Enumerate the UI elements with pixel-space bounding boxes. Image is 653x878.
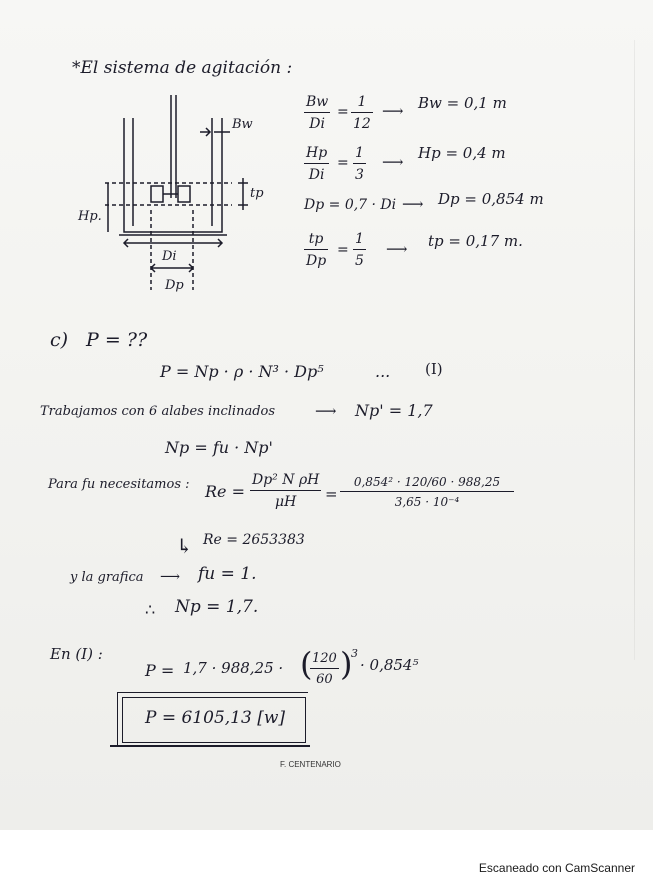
re-result: Re = 2653383 [203,532,305,548]
hp-label: Hp. [78,209,102,224]
part-c-label: c) [50,329,69,351]
equation-ref: (I) [425,360,443,378]
bw-ratio-value: 1 12 [353,94,371,132]
tp-ratio: tp Dp [306,231,327,269]
dp-result: Dp = 0,854 m [438,190,544,208]
hp-ratio-value: 1 3 [355,145,364,183]
paren-close: ) [340,645,353,683]
sub-fraction: 120 60 [312,651,337,687]
tp-label: tp [250,186,264,201]
paren-open: ( [300,645,313,683]
sub-expr-b: · 0,854⁵ [360,656,419,674]
tp-result: tp = 0,17 m. [428,232,523,250]
bw-ratio: Bw Di [306,94,329,132]
impeller-blade-left [151,186,163,202]
result-underline [110,745,310,747]
fu-result: fu = 1. [198,564,257,584]
equals: = [337,155,349,171]
cube-exponent: 3 [351,647,358,660]
sub-expr-a: 1,7 · 988,25 · [183,659,284,677]
power-equation: P = Np · ρ · N³ · Dp⁵ [160,362,324,381]
tp-ratio-value: 1 5 [355,231,364,269]
re-formula: Dp² N ρH μH [252,472,320,510]
final-result: P = 6105,13 [w] [145,708,286,728]
impeller-blade-right [178,186,190,202]
di-dimension [124,239,222,247]
bw-result: Bw = 0,1 m [418,94,507,112]
curved-arrow: ↳ [176,534,193,558]
grafica-text: y la grafica [70,570,144,585]
arrow: ⟶ [402,195,424,213]
arrow: ⟶ [315,402,337,420]
arrow: ⟶ [382,102,404,120]
scanner-footer: Escaneado con CamScanner [478,861,635,875]
re-values: 0,854² · 120/60 · 988,25 3,65 · 10⁻⁴ [340,476,514,508]
dp-dimension [151,264,193,272]
en-i-label: En (I) : [50,645,103,663]
equals: = [337,242,349,258]
part-c-question: P = ?? [86,329,148,351]
arrow: ⟶ [386,240,408,258]
dp-relation: Dp = 0,7 · Di [304,197,397,213]
section-heading: *El sistema de agitación : [72,58,293,78]
ellipsis: ... [375,362,391,381]
bw-dimension [200,128,230,136]
equals: = [325,485,338,503]
hp-ratio: Hp Di [306,145,328,183]
author-stamp: F. CENTENARIO [280,760,341,769]
hp-result: Hp = 0,4 m [418,144,506,162]
np-formula: Np = fu · Np' [165,438,273,457]
np-result: Np = 1,7. [175,597,259,617]
arrow: ⟶ [382,153,404,171]
re-lhs: Re = [205,482,246,501]
di-label: Di [162,249,177,264]
bw-label: Bw [232,117,253,132]
trabajamos-text: Trabajamos con 6 alabes inclinados [40,404,276,419]
equals: = [337,104,349,120]
np-prime: Np' = 1,7 [355,401,433,420]
arrow: ⟶ [160,569,181,585]
therefore-symbol: ∴ [145,600,156,619]
dp-label: Dp [165,278,184,293]
para-fu-text: Para fu necesitamos : [48,477,190,492]
sub-lhs: P = [145,661,175,680]
